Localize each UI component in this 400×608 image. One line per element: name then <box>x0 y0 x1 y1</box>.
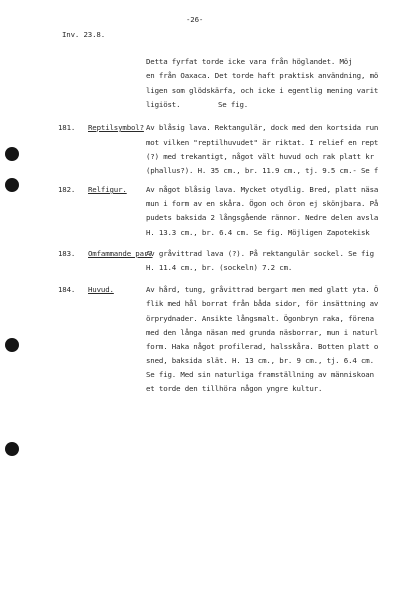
entry-title: Huvud. <box>88 285 114 294</box>
entry-line: H. 13.3 cm., br. 6.4 cm. Se fig. Möjligen Zapotekisk <box>146 228 370 237</box>
entry-number: 183. <box>58 249 76 258</box>
entry-line: et torde den tillhöra någon yngre kultur. <box>146 384 323 393</box>
entry-line: Av gråvittrad lava (?). På rektangulär sockel. Se fig <box>146 249 374 258</box>
entry-line: sned, baksida slät. H. 13 cm., br. 9 cm., tj. 6.4 cm. <box>146 356 374 365</box>
entry-line: pudets baksida 2 långsgående rännor. Nedre delen avsla <box>146 213 379 222</box>
entry-line: form. Haka något profilerad, halsskåra. Botten platt o <box>146 342 379 351</box>
entry-line: Se fig. Med sin naturliga framställning av människoan <box>146 370 374 379</box>
entry-number: 182. <box>58 185 76 194</box>
entry-line: örprydnader. Ansikte långsmalt. Ögonbryn raka, förena <box>146 314 374 323</box>
entry-line: (?) med trekantigt, något vält huvud och rak platt kr <box>146 152 374 161</box>
inventory-number: Inv. 23.8. <box>62 30 105 39</box>
entry-number: 181. <box>58 123 76 132</box>
entry-title: Omfammande par? <box>88 249 153 258</box>
entry-line: Av något blåsig lava. Mycket otydlig. Bred, platt näsa <box>146 185 379 194</box>
entry-line: med den långa näsan med grunda näsborrar, mun i naturl <box>146 328 379 337</box>
entry-line: (phallus?). H. 35 cm., br. 11.9 cm., tj. 9.5 cm.- Se f <box>146 166 379 175</box>
entry-line: flik med hål borrat från båda sidor, för insättning av <box>146 299 379 308</box>
intro-line: ligiöst. <box>146 100 181 109</box>
punch-hole <box>5 338 19 352</box>
entry-title: Relfigur. <box>88 185 127 194</box>
punch-hole <box>5 147 19 161</box>
entry-title: Reptilsymbol? <box>88 123 144 132</box>
entry-line: mot vilken "reptilhuvudet" är riktat. I relief en rept <box>146 138 379 147</box>
entry-line: mun i form av en skåra. Ögon och öron ej skönjbara. På <box>146 199 379 208</box>
entry-line: H. 11.4 cm., br. (sockeln) 7.2 cm. <box>146 263 293 272</box>
entry-line: Av blåsig lava. Rektangulär, dock med den kortsida run <box>146 123 379 132</box>
intro-line: ligen som glödskärfa, och icke i egentlig mening varit <box>146 86 379 95</box>
entry-line: Av hård, tung, gråvittrad bergart men med glatt yta. Ö <box>146 285 379 294</box>
entry-number: 184. <box>58 285 76 294</box>
page-number: -26- <box>186 15 204 24</box>
punch-hole <box>5 178 19 192</box>
punch-hole <box>5 442 19 456</box>
intro-see-figure: Se fig. <box>218 100 249 109</box>
intro-line: Detta fyrfat torde icke vara från höglandet. Möj <box>146 57 353 66</box>
intro-line: en från Oaxaca. Det torde haft praktisk användning, mö <box>146 71 379 80</box>
